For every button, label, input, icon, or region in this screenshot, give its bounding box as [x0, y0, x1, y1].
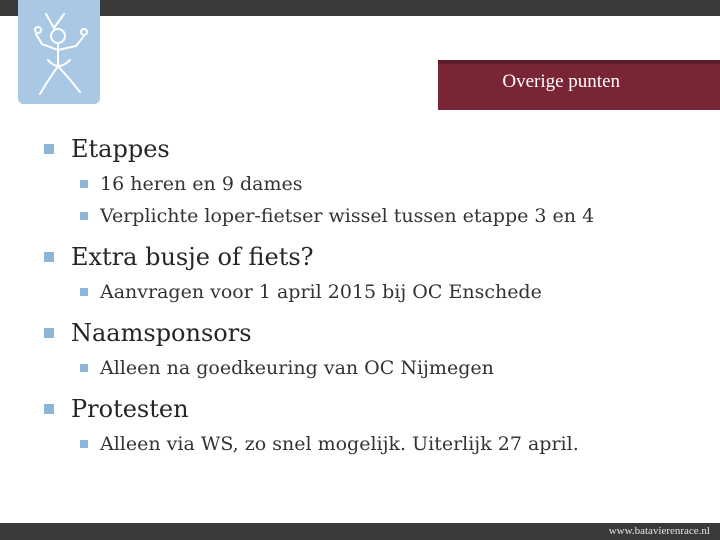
- sub-bullet-text: Alleen na goedkeuring van OC Nijmegen: [100, 357, 494, 379]
- title-band: [438, 60, 720, 110]
- bullet-list: [44, 130, 694, 460]
- bullet-item: [44, 238, 694, 276]
- sub-bullet-text: Verplichte loper-fietser wissel tussen etappe 3 en 4: [100, 205, 595, 227]
- bullet-item: [44, 314, 694, 352]
- bullet-item: [44, 390, 694, 428]
- footer-url: www.batavierenrace.nl: [608, 525, 710, 537]
- sub-bullet-text: Aanvragen voor 1 april 2015 bij OC Enschede: [100, 281, 542, 303]
- bullet-text: Extra busje of fiets?: [71, 243, 314, 271]
- sub-bullet-item: [44, 200, 694, 232]
- bullet-text: Naamsponsors: [71, 319, 252, 347]
- square-bullet-icon: [44, 144, 54, 154]
- square-bullet-icon: [44, 328, 54, 338]
- batavierenrace-logo-icon: [18, 0, 100, 104]
- square-bullet-icon: [80, 288, 88, 296]
- square-bullet-icon: [80, 364, 88, 372]
- title-band-shadow: [438, 60, 720, 64]
- top-bar: [0, 0, 720, 16]
- bullet-item: [44, 130, 694, 168]
- square-bullet-icon: [80, 212, 88, 220]
- slide-title: Overige punten: [502, 71, 620, 92]
- sub-bullet-text: Alleen via WS, zo snel mogelijk. Uiterlijk 27 april.: [100, 433, 579, 455]
- sub-bullet-item: [44, 276, 694, 308]
- bullet-text: Protesten: [71, 395, 189, 423]
- square-bullet-icon: [44, 404, 54, 414]
- sub-bullet-text: 16 heren en 9 dames: [100, 173, 303, 195]
- square-bullet-icon: [80, 180, 88, 188]
- square-bullet-icon: [80, 440, 88, 448]
- square-bullet-icon: [44, 252, 54, 262]
- sub-bullet-item: [44, 352, 694, 384]
- sub-bullet-item: [44, 168, 694, 200]
- bullet-text: Etappes: [71, 135, 170, 163]
- sub-bullet-item: [44, 428, 694, 460]
